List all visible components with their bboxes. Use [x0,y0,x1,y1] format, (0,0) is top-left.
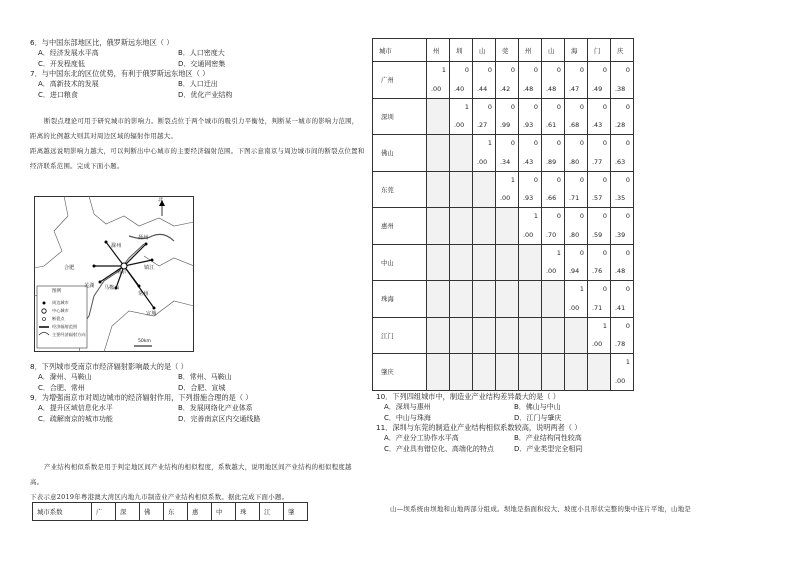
table-row [373,317,634,354]
empty-cell [450,281,473,318]
nanjing-map-figure [34,196,194,352]
row-city-name: 江门 [373,317,427,354]
coefficient-integer: 0 [510,66,515,74]
row-city-name: 东莞 [373,171,427,208]
table-row [373,208,634,245]
coefficient-cell [588,62,611,99]
coefficient-cell [496,62,519,99]
passage-3-line-1: 山—坝系统由坝地和山地两部分组成。坝地是指面积较大、坡度小且形状完整的集中连片平地，山地是 [390,505,692,513]
coefficient-cell [611,317,634,354]
row-city-name: 惠州 [373,208,427,245]
questions-8-9 [30,362,365,424]
row-city-name: 佛山 [373,135,427,172]
q11-option-d[interactable]: D．产业类型完全相同 [514,444,583,453]
coefficient-integer: 0 [625,102,630,111]
coefficient-cell [611,171,634,208]
coefficient-decimal: .59 [592,230,603,239]
q11-option-b[interactable]: B．产业结构同性较高 [514,434,582,442]
coefficient-cell [496,171,519,208]
coefficient-decimal: .48 [546,84,557,93]
q6-option-c[interactable]: C．开发程度低 [38,59,85,68]
map-label-hefei: 合肥 [64,265,75,271]
bottom-cell: 深 [116,503,140,521]
empty-cell [565,354,588,391]
coefficient-integer: 1 [625,358,630,366]
bottom-cell: 珠 [236,503,260,521]
coefficient-cell [588,98,611,135]
coefficient-cell [519,171,542,208]
legend-item-5: 主要经济辐射方向 [52,332,86,337]
coefficient-integer: 0 [487,66,492,74]
table-row [373,244,634,281]
legend-item-2: 中心城市 [52,308,69,313]
question-11-options [376,433,772,454]
legend-item-1: 周边城市 [52,300,69,305]
q11-option-a[interactable]: A．产业分工协作水平高 [384,434,459,442]
q6-option-a[interactable]: A．经济发展水平高 [38,49,99,57]
coefficient-cell [611,354,634,391]
coefficient-cell [542,135,565,172]
empty-cell [427,135,450,172]
coefficient-cell [542,208,565,245]
empty-cell [427,208,450,245]
coefficient-integer: 0 [579,248,584,257]
coefficient-decimal: .00 [615,376,626,385]
empty-cell [496,244,519,281]
map-north-label: 北 [158,197,164,203]
coefficient-decimal: .00 [431,84,442,93]
q6-option-b[interactable]: B．人口密度大 [178,49,225,57]
empty-cell [473,244,496,281]
coefficient-cell [611,244,634,281]
coefficient-cell [588,281,611,318]
row-city-name: 珠海 [373,281,427,318]
coefficient-decimal: .27 [477,121,488,129]
coefficient-integer: 1 [556,248,561,257]
coefficient-decimal: .38 [615,84,626,93]
bottom-cell: 江 [260,503,284,521]
passage-1-line-1: 断裂点理论可用于研究城市的影响力。断裂点位于两个城市的吸引力平衡处，判断某一城市的影响力范围，距离的比例越大则其对周边区域的辐射作用越大。 [30,117,359,140]
coefficient-decimal: .93 [523,194,534,202]
coefficient-integer: 0 [556,102,561,111]
q9-option-c[interactable]: C．疏解南京的城市功能 [38,414,113,423]
empty-cell [519,317,542,354]
table-header-row [373,39,634,62]
question-7-stem: 7．与中国东北的区位优势，有利于俄罗斯远东地区（ ） [30,69,210,78]
passage-2-line-1: 产业结构相似系数是用于判定地区间产业结构的相似程度，系数越大，说明地区间产业结构的相似程度越高。 [30,463,352,486]
question-11-stem: 11．深圳与东莞的制造业产业结构相似系数较高，说明两者（ ） [376,423,582,432]
passage-2-line-2: 下表示意2019年粤港澳大湾区内地九市制造业产业结构相似系数。据此完成下面小题。 [30,493,289,501]
legend-item-4: 经济辐射范围 [52,324,78,329]
coefficient-integer: 1 [441,66,446,74]
coefficient-cell [565,62,588,99]
coefficient-integer: 0 [464,66,469,74]
header-cell: 莞 [496,39,519,62]
coefficient-cell [542,62,565,99]
coefficient-decimal: .00 [523,230,534,239]
coefficient-decimal: .48 [523,84,534,93]
question-10-options [376,402,772,423]
coefficient-integer: 0 [602,102,607,111]
coefficient-decimal: .76 [592,267,603,275]
similarity-table-header [32,502,308,521]
coefficient-integer: 0 [556,175,561,184]
coefficient-decimal: .71 [592,303,603,312]
q10-option-b[interactable]: B．佛山与中山 [514,403,561,411]
q9-option-a[interactable]: A．提升区域信息化水平 [38,404,113,412]
q8-option-a[interactable]: A．滁州、马鞍山 [38,373,92,381]
q9-option-b[interactable]: B．发展网络化产业体系 [178,404,253,412]
coefficient-decimal: .89 [546,157,557,166]
coefficient-cell [519,62,542,99]
empty-cell [473,281,496,318]
empty-cell [427,354,450,391]
empty-cell [542,317,565,354]
table-row [373,62,634,99]
bottom-cell: 肇 [284,503,308,521]
coefficient-cell [611,281,634,318]
coefficient-cell [450,98,473,135]
coefficient-integer: 0 [625,248,630,257]
coefficient-decimal: .28 [615,121,626,129]
coefficient-cell [611,135,634,172]
coefficient-decimal: .00 [546,267,557,275]
coefficient-decimal: .78 [615,340,626,348]
question-8-options [30,372,365,393]
coefficient-cell [473,62,496,99]
legend-title: 图例 [52,289,62,294]
q11-option-c[interactable]: C．产业具有错位化、高端化的特点 [384,444,494,453]
empty-cell [450,171,473,208]
row-city-name: 广州 [373,62,427,99]
coefficient-integer: 0 [625,66,630,74]
map-label-xuancheng: 宣城 [146,311,157,317]
coefficient-cell [611,208,634,245]
empty-cell [496,281,519,318]
coefficient-decimal: .57 [592,194,603,202]
empty-cell [496,354,519,391]
header-cell: 海 [565,39,588,62]
coefficient-integer: 0 [625,212,630,220]
coefficient-decimal: .00 [569,303,580,312]
passage-2 [30,460,365,505]
coefficient-decimal: .80 [569,230,580,239]
q8-option-c[interactable]: C．合肥、常州 [38,383,85,392]
coefficient-integer: 1 [579,285,584,293]
question-9-stem: 9．为增强南京市对周边城市的经济辐射作用，下列措施合理的是（ ） [30,393,253,402]
right-column [372,38,772,513]
coefficient-integer: 0 [556,212,561,220]
empty-cell [496,317,519,354]
header-cell: 门 [588,39,611,62]
empty-cell [427,281,450,318]
empty-cell [496,208,519,245]
empty-cell [427,171,450,208]
empty-cell [450,208,473,245]
bottom-cell: 东 [164,503,188,521]
coefficient-integer: 0 [510,139,515,147]
q7-option-d[interactable]: D．优化产业结构 [178,90,233,99]
coefficient-integer: 0 [556,139,561,147]
coefficient-integer: 0 [533,66,538,74]
coefficient-integer: 0 [510,102,515,111]
coefficient-integer: 0 [579,66,584,74]
table-row [373,98,634,135]
coefficient-cell [519,135,542,172]
coefficient-integer: 1 [510,175,515,184]
coefficient-integer: 0 [602,285,607,293]
empty-cell [450,354,473,391]
coefficient-decimal: .66 [546,194,557,202]
coefficient-integer: 1 [487,139,492,147]
empty-cell [427,244,450,281]
table-row [373,135,634,172]
q10-option-a[interactable]: A．深圳与惠州 [384,403,431,411]
coefficient-cell [427,62,450,99]
map-label-changzhou: 常州 [138,291,149,297]
coefficient-decimal: .42 [500,84,511,93]
coefficient-integer: 0 [533,139,538,147]
coefficient-decimal: .70 [546,230,557,239]
empty-cell [519,244,542,281]
coefficient-decimal: .40 [454,84,465,93]
coefficient-decimal: .47 [569,84,580,93]
coefficient-integer: 0 [602,175,607,184]
coefficient-integer: 0 [602,212,607,220]
empty-cell [450,135,473,172]
coefficient-decimal: .63 [615,157,626,166]
coefficient-cell [473,98,496,135]
table-row [373,171,634,208]
coefficient-integer: 0 [579,139,584,147]
header-cell: 圳 [450,39,473,62]
row-city-name: 中山 [373,244,427,281]
coefficient-integer: 0 [625,175,630,184]
empty-cell [473,317,496,354]
empty-cell [450,317,473,354]
coefficient-cell [565,244,588,281]
coefficient-cell [450,62,473,99]
question-6-stem: 6．与中国东部地区比，俄罗斯远东地区（ ） [30,38,174,47]
coefficient-cell [588,208,611,245]
question-10-stem: 10．下列四组城市中，制造业产业结构差异最大的是（ ） [376,392,560,401]
table-row [373,281,634,318]
empty-cell [473,354,496,391]
coefficient-decimal: .48 [615,267,626,275]
row-city-name: 深圳 [373,98,427,135]
coefficient-decimal: .00 [454,121,465,129]
table-row [373,354,634,391]
passage-1-line-2: 距离越远说明影响力越大，可以判断出中心城市的主要经济辐射范围。下图示意南京与周边城市间的断裂点位置和经济联系范围。完成下面小题。 [30,147,365,170]
coefficient-decimal: .00 [477,157,488,166]
header-cell: 州 [427,39,450,62]
coefficient-cell [496,98,519,135]
coefficient-decimal: .49 [592,84,603,93]
coefficient-integer: 1 [464,102,469,111]
q8-option-d[interactable]: D．合肥、宣城 [178,383,226,392]
coefficient-decimal: .77 [592,157,603,166]
bottom-table-row [33,503,308,521]
map-label-zhenjiang: 镇江 [144,265,155,271]
coefficient-decimal: .35 [615,194,626,202]
q7-option-a[interactable]: A．高新技术的发展 [38,80,99,88]
questions-10-11 [376,392,772,454]
coefficient-cell [519,98,542,135]
coefficient-decimal: .41 [615,303,626,312]
empty-cell [542,354,565,391]
bottom-cell: 惠 [188,503,212,521]
coefficient-cell [611,62,634,99]
map-label-wuhu: 芜湖 [84,283,95,289]
coefficient-integer: 0 [602,139,607,147]
q10-option-d[interactable]: D．江门与肇庆 [514,413,562,422]
map-scale-label: 50km [138,339,151,344]
coefficient-integer: 0 [533,102,538,111]
coefficient-cell [542,98,565,135]
empty-cell [450,244,473,281]
map-label-maanshan: 马鞍山 [104,285,120,291]
coefficient-cell [588,171,611,208]
coefficient-cell [542,171,565,208]
question-8-stem: 8．下列城市受南京市经济辐射影响最大的是（ ） [30,362,188,371]
row-city-name: 肇庆 [373,354,427,391]
coefficient-cell [565,98,588,135]
header-cell: 山 [473,39,496,62]
coefficient-cell [565,171,588,208]
empty-cell [588,354,611,391]
coefficient-decimal: .43 [592,121,603,129]
q8-option-b[interactable]: B．常州、马鞍山 [178,373,232,381]
empty-cell [519,281,542,318]
coefficient-integer: 0 [625,285,630,293]
coefficient-cell [588,317,611,354]
coefficient-cell [611,98,634,135]
coefficient-integer: 0 [602,248,607,257]
empty-cell [565,317,588,354]
header-cell-city: 城市 [373,39,427,62]
coefficient-cell [565,135,588,172]
coefficient-integer: 1 [602,321,607,330]
map-label-nanjing: 南京 [116,269,127,275]
coefficient-decimal: .39 [615,230,626,239]
bottom-cell: 佛 [140,503,164,521]
left-column [30,38,365,516]
header-cell: 州 [519,39,542,62]
bottom-cell-city-coef: 城市系数 [33,503,92,521]
coefficient-decimal: .44 [477,84,488,93]
bottom-cell: 广 [92,503,116,521]
coefficient-integer: 0 [579,175,584,184]
coefficient-integer: 0 [487,102,492,111]
map-label-chuzhou: 滁州 [111,243,122,249]
coefficient-decimal: .99 [500,121,511,129]
q10-option-c[interactable]: C．中山与珠海 [384,413,431,422]
coefficient-decimal: .93 [523,121,534,129]
similarity-coefficient-table [372,38,634,391]
coefficient-integer: 0 [579,212,584,220]
coefficient-integer: 0 [625,139,630,147]
bottom-cell: 中 [212,503,236,521]
coefficient-cell [542,244,565,281]
question-9-options [30,403,365,424]
coefficient-cell [565,281,588,318]
coefficient-cell [588,135,611,172]
coefficient-decimal: .43 [523,157,534,166]
header-cell: 山 [542,39,565,62]
q9-option-d[interactable]: D．完善南京区内交通线路 [178,414,261,423]
empty-cell [427,317,450,354]
coefficient-decimal: .80 [569,157,580,166]
coefficient-cell [496,135,519,172]
coefficient-cell [473,135,496,172]
legend-item-3: 断裂点 [52,316,65,321]
coefficient-decimal: .94 [569,267,580,275]
coefficient-decimal: .71 [569,194,580,202]
coefficient-integer: 0 [556,66,561,74]
q7-option-c[interactable]: C．进口粮食 [38,90,78,99]
header-cell: 庆 [611,39,634,62]
coefficient-cell [565,208,588,245]
coefficient-integer: 0 [579,102,584,111]
empty-cell [427,98,450,135]
coefficient-decimal: .00 [592,340,603,348]
q6-option-d[interactable]: D．交通网密集 [178,59,226,68]
map-label-yangzhou: 扬州 [138,235,149,241]
coefficient-decimal: .00 [500,194,511,202]
empty-cell [473,208,496,245]
coefficient-integer: 0 [602,66,607,74]
question-7-options [30,79,365,100]
coefficient-integer: 1 [533,212,538,220]
coefficient-decimal: .61 [546,121,557,129]
coefficient-integer: 0 [625,321,630,330]
coefficient-cell [588,244,611,281]
q7-option-b[interactable]: B．人口迁出 [178,80,218,88]
coefficient-decimal: .68 [569,121,580,129]
question-6-options [30,48,365,69]
empty-cell [473,171,496,208]
coefficient-cell [519,208,542,245]
empty-cell [542,281,565,318]
empty-cell [519,354,542,391]
coefficient-integer: 0 [533,175,538,184]
coefficient-decimal: .34 [500,157,511,166]
